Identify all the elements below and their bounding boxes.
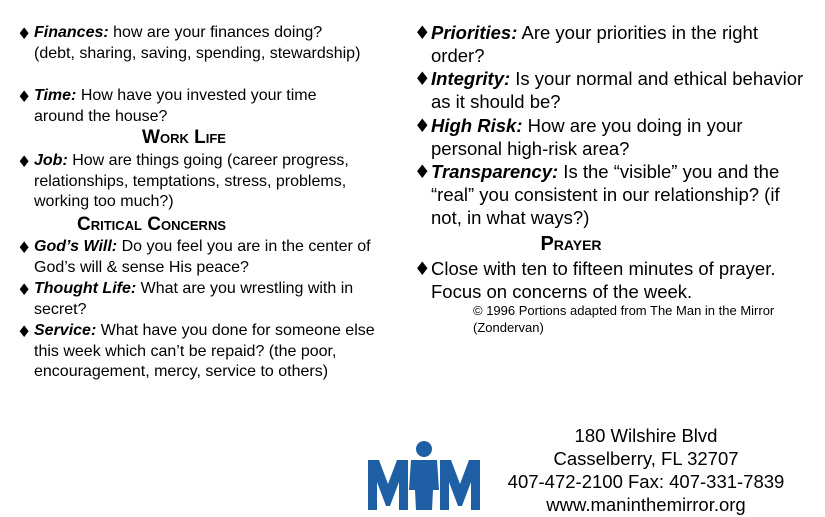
gods-will-item (34, 237, 389, 278)
finances-text: how are your finances doing? (debt, sharing, saving, spending, stewardship) (34, 24, 361, 62)
man-in-the-mirror-logo (366, 438, 482, 510)
thought-life-label: Thought Life: (34, 280, 137, 297)
transparency-text: Is the “visible” you and the “real” you consistent in our relationship? (if not, in what ways?) (431, 161, 780, 228)
bullet-icon: ♦ (414, 69, 431, 90)
logo-letter-m-right-icon (440, 460, 480, 510)
thought-life-text: What are you wrestling with in secret? (34, 280, 354, 318)
prayer-heading: Prayer (540, 233, 602, 255)
integrity-label: Integrity: (431, 68, 511, 89)
time-text: How have you invested your time around the house? (34, 87, 317, 125)
bullet-icon: ♦ (17, 322, 32, 341)
copyright-note: © 1996 Portions adapted from The Man in the Mirror (Zondervan) (473, 303, 775, 335)
thought-life-item (34, 279, 389, 320)
work-life-heading: Work Life (142, 127, 226, 148)
critical-concerns-heading: Critical Concerns (77, 214, 226, 235)
logo-letter-m-left-icon (368, 460, 408, 510)
bullet-icon: ♦ (414, 116, 431, 137)
priorities-text: Are your priorities in the right order? (431, 22, 758, 66)
integrity-item (431, 67, 823, 113)
website-link[interactable]: www.maninthemirror.org (546, 494, 746, 515)
bullet-icon: ♦ (17, 280, 32, 299)
bullet-icon: ♦ (414, 259, 431, 280)
bullet-icon: ♦ (414, 23, 431, 44)
time-label: Time: (34, 87, 77, 104)
high-risk-item (431, 114, 801, 160)
finances-label: Finances: (34, 24, 109, 41)
gods-will-text: Do you feel you are in the center of God’s will & sense His peace? (34, 238, 371, 276)
job-text: How are things going (career progress, relationships, temptations, stress, problems, working too much?) (34, 152, 349, 210)
transparency-label: Transparency: (431, 161, 559, 182)
bullet-icon: ♦ (17, 152, 32, 171)
transparency-item (431, 160, 811, 229)
bullet-icon: ♦ (414, 162, 431, 183)
high-risk-text: How are you doing in your personal high-risk area? (431, 115, 743, 159)
service-text: What have you done for someone else this week which can’t be repaid? (the poor, encouragement, mercy, service to others) (34, 322, 375, 380)
logo-graphic (366, 438, 482, 510)
high-risk-label: High Risk: (431, 115, 523, 136)
job-item (34, 151, 384, 213)
job-label: Job: (34, 152, 68, 169)
integrity-text: Is your normal and ethical behavior as it should be? (431, 68, 804, 112)
prayer-text: Close with ten to fifteen minutes of prayer. Focus on concerns of the week. (431, 258, 776, 302)
service-item (34, 321, 376, 383)
logo-figure-head-icon (416, 441, 432, 457)
priorities-item (431, 21, 816, 67)
gods-will-label: God’s Will: (34, 238, 118, 255)
prayer-item (431, 257, 811, 303)
bullet-icon: ♦ (17, 24, 32, 43)
street-address: 180 Wilshire Blvd (574, 425, 718, 446)
logo-figure-body-icon (409, 460, 439, 510)
finances-item (34, 23, 364, 64)
city-state-zip: Casselberry, FL 32707 (553, 448, 739, 469)
priorities-label: Priorities: (431, 22, 518, 43)
time-item (34, 86, 364, 127)
phone-fax: 407-472-2100 Fax: 407-331-7839 (507, 471, 785, 492)
service-label: Service: (34, 322, 97, 339)
bullet-icon: ♦ (17, 87, 32, 106)
bullet-icon: ♦ (17, 238, 32, 257)
